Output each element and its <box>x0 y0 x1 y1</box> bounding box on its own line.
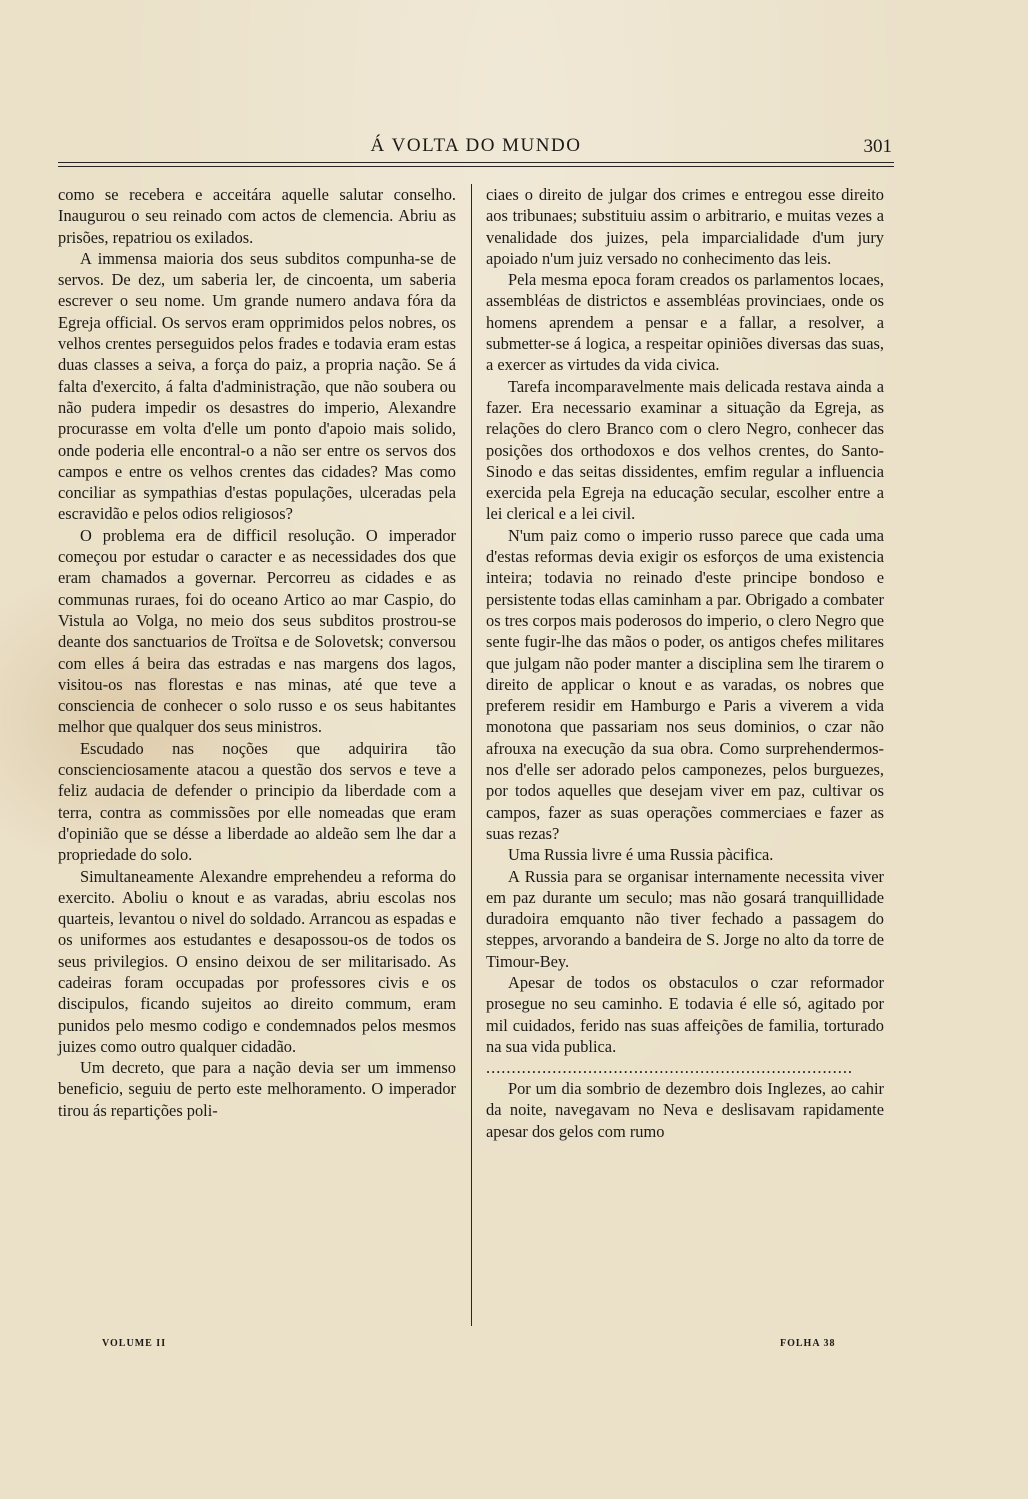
paragraph: como se recebera e acceitára aquelle salutar conselho. Inaugurou o seu reinado com actos de clemencia. Abriu as prisões, repatriou os exilados. <box>58 185 456 247</box>
column-divider <box>471 184 472 1326</box>
paragraph: Simultaneamente Alexandre emprehendeu a reforma do exercito. Aboliu o knout e as varadas, abriu escolas nos quarteis, levantou o nivel do soldado. Arrancou as espadas e os uniformes aos estudantes e desapossou-os de todos os seus privilegios. O ensino deixou de ser militarisado. As cadeiras foram occupadas por professores civis e os discipulos, ficando sujeitos ao direito commum, eram punidos pelo mesmo codigo e condemnados pelos mesmos juizes como outro qualquer cidadão. <box>58 866 456 1056</box>
footer-volume: VOLUME II <box>102 1338 167 1349</box>
running-header <box>58 128 894 164</box>
paragraph: A immensa maioria dos seus subditos compunha-se de servos. De dez, um saberia ler, de cincoenta, um saberia escrever o seu nome. Um grande numero andava fóra da Egreja official. Os servos eram opprimidos pelos nobres, os velhos crentes perseguidos pelos frades e todavia eram estas duas classes a seiva, a força do paiz, a propria nação. Se á falta d'exercito, á falta d'administração, que não soubera ou não pudera impedir os desastres do imperio, Alexandre procurasse em volta d'elle um ponto d'apoio mais solido, onde poderia elle encontral-o a não ser entre os servos dos campos e entre os velhos crentes das cidades? Mas como conciliar as sympathias d'estas populações, ulceradas pela escravidão e pelos odios religiosos? <box>58 248 456 524</box>
right-column <box>486 184 884 1142</box>
paragraph: Tarefa incomparavelmente mais delicada restava ainda a fazer. Era necessario examinar a situação da Egreja, as relações do clero Branco com o clero Negro, conhecer das posições dos orthodoxos e dos velhos crentes, do Santo-Sinodo e das seitas dissidentes, emfim regular a influencia exercida pela Egreja na educação secular, escolher entre a lei clerical e a lei civil. <box>486 376 884 524</box>
footer-folha: FOLHA 38 <box>780 1338 836 1349</box>
paragraph: Pela mesma epoca foram creados os parlamentos locaes, assembléas de districtos e assembléas provinciaes, onde os homens aprendem a pensar e a fallar, a resolver, a submetter-se á logica, a respeitar opiniões diversas das suas, a exercer as virtudes da vida civica. <box>486 270 884 375</box>
paragraph: A Russia para se organisar internamente necessita viver em paz durante um seculo; mas não gosará tranquillidade duradoira emquanto não tiver fechado a passagem do steppes, arvorando a bandeira de S. Jorge no alto da torre de Timour-Bey. <box>486 866 884 971</box>
paragraph: ciaes o direito de julgar dos crimes e entregou esse direito aos tribunaes; substituiu assim o arbitrario, e muitas vezes a venalidade dos juizes, pela imparcialidade d'um jury apoiado n'um juiz versado no conhecimento das leis. <box>486 185 884 268</box>
header-rule-bottom <box>58 166 894 167</box>
journal-title: Á VOLTA DO MUNDO <box>370 135 582 156</box>
paragraph: Apesar de todos os obstaculos o czar reformador prosegue no seu caminho. E todavia é elle só, agitado por mil cuidados, ferido nas suas affeições de familia, torturado na sua vida publica. <box>486 972 884 1056</box>
section-separator: ........................................................................ <box>486 1058 854 1078</box>
left-column <box>58 184 456 1121</box>
paragraph: N'um paiz como o imperio russo parece que cada uma d'estas reformas devia exigir os esforços de uma existencia inteira; todavia no reinado d'este principe bondoso e persistente todas ellas caminham a par. Obrigado a combater os tres corpos mais poderosos do imperio, o clero Negro que sente fugir-lhe das mãos o poder, os antigos chefes militares que julgam não poder manter a disciplina sem lhe tirarem o direito de applicar o knout e as varadas, os nobres que preferem residir em Hamburgo e Paris a viverem a vida monotona que passariam nos seus dominios, o czar não afrouxa na execução da sua obra. Como surprehendermos-nos d'elle ser adorado pelos camponezes, pelos burguezes, por todos aquelles que desejam viver em paz, cultivar os campos, fazer as suas operações commerciaes e fazer as suas rezas? <box>486 525 884 843</box>
header-rule-top <box>58 162 894 163</box>
paragraph: Uma Russia livre é uma Russia pàcifica. <box>508 845 774 865</box>
paragraph: Por um dia sombrio de dezembro dois Inglezes, ao cahir da noite, navegavam no Neva e deslisavam rapidamente apesar dos gelos com rumo <box>486 1079 884 1141</box>
paragraph: O problema era de difficil resolução. O imperador começou por estudar o caracter e as necessidades dos que eram chamados a governar. Percorreu as cidades e as communas ruraes, foi do oceano Artico ao mar Caspio, do Vistula ao Volga, no meio dos seus subditos prostrou-se deante dos sanctuarios de Troïtsa e de Solovetsk; conversou com elles á beira das estradas e nas margens dos lagos, visitou-os nas florestas e nas minas, até que teve a consciencia de conhecer o solo russo e os seus habitantes melhor que qualquer dos seus ministros. <box>58 525 456 737</box>
paragraph: Um decreto, que para a nação devia ser um immenso beneficio, seguiu de perto este melhoramento. O imperador tirou ás repartições poli- <box>58 1058 456 1120</box>
page-number: 301 <box>863 136 892 157</box>
paragraph: Escudado nas noções que adquirira tão conscienciosamente atacou a questão dos servos e teve a feliz audacia de defender o principio da liberdade com a terra, contra as commissões por elle nomeadas que eram d'opinião que se désse a liberdade ao aldeão sem lhe dar a propriedade do solo. <box>58 738 456 865</box>
